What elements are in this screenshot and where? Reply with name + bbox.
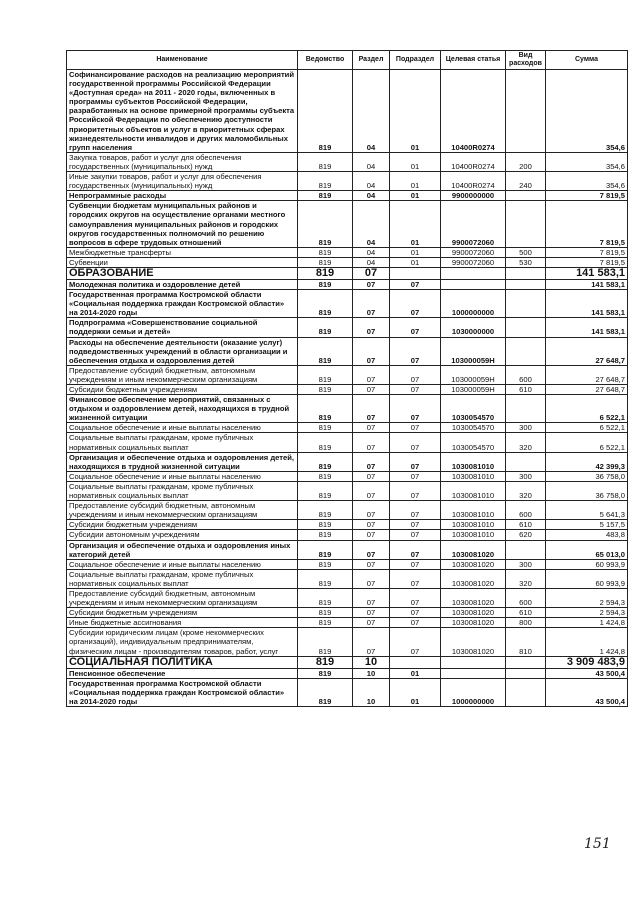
header-type: Вид расходов bbox=[506, 51, 546, 70]
table-row bbox=[67, 540, 628, 559]
cell-name: ОБРАЗОВАНИЕ bbox=[67, 267, 298, 279]
cell-section: 07 bbox=[353, 385, 390, 395]
cell-section: 07 bbox=[353, 471, 390, 481]
cell-type bbox=[506, 656, 546, 668]
cell-name: Молодежная политика и оздоровление детей bbox=[67, 279, 298, 289]
cell-target: 1030054570 bbox=[441, 433, 506, 452]
cell-dept: 819 bbox=[298, 678, 353, 706]
cell-subsection: 07 bbox=[390, 628, 441, 656]
header-name: Наименование bbox=[67, 51, 298, 70]
table-row bbox=[67, 618, 628, 628]
cell-subsection bbox=[390, 656, 441, 668]
table-row bbox=[67, 365, 628, 384]
cell-name: Межбюджетные трансферты bbox=[67, 247, 298, 257]
cell-dept: 819 bbox=[298, 668, 353, 678]
cell-target: 10400R0274 bbox=[441, 152, 506, 171]
cell-sum: 43 500,4 bbox=[546, 678, 628, 706]
header-subsection: Подраздел bbox=[390, 51, 441, 70]
table-row bbox=[67, 559, 628, 569]
cell-dept: 819 bbox=[298, 471, 353, 481]
cell-section: 07 bbox=[353, 530, 390, 540]
cell-section: 07 bbox=[353, 628, 390, 656]
cell-sum: 27 648,7 bbox=[546, 385, 628, 395]
cell-target: 103000059Н bbox=[441, 385, 506, 395]
cell-type: 620 bbox=[506, 530, 546, 540]
cell-subsection: 07 bbox=[390, 588, 441, 607]
cell-dept: 819 bbox=[298, 481, 353, 500]
cell-sum: 27 648,7 bbox=[546, 337, 628, 365]
cell-sum: 42 399,3 bbox=[546, 452, 628, 471]
cell-name: Софинансирование расходов на реализацию мероприятий государственной программы Российской Федерации «Доступная среда» на 2011 - 2020 годы, включенных в программы субъектов Российской Федерации, разработанных на основе примерной программы субъекта Российской Федерации по обеспечению доступности приоритетных объектов и услуг в приоритетных сферах жизнедеятельности инвалидов и других маломобильных групп населения bbox=[67, 70, 298, 153]
cell-section: 07 bbox=[353, 501, 390, 520]
cell-target: 9900000000 bbox=[441, 191, 506, 201]
cell-sum: 354,6 bbox=[546, 152, 628, 171]
cell-type bbox=[506, 678, 546, 706]
cell-dept: 819 bbox=[298, 608, 353, 618]
cell-subsection: 07 bbox=[390, 365, 441, 384]
cell-section: 04 bbox=[353, 201, 390, 247]
cell-type bbox=[506, 191, 546, 201]
cell-name: СОЦИАЛЬНАЯ ПОЛИТИКА bbox=[67, 656, 298, 668]
cell-section: 04 bbox=[353, 172, 390, 191]
cell-sum: 7 819,5 bbox=[546, 257, 628, 267]
cell-sum: 141 583,1 bbox=[546, 318, 628, 337]
cell-type bbox=[506, 267, 546, 279]
cell-sum: 7 819,5 bbox=[546, 191, 628, 201]
cell-dept: 819 bbox=[298, 201, 353, 247]
cell-name: Пенсионное обеспечение bbox=[67, 668, 298, 678]
cell-dept: 819 bbox=[298, 279, 353, 289]
cell-section: 07 bbox=[353, 608, 390, 618]
cell-type: 200 bbox=[506, 152, 546, 171]
cell-section: 07 bbox=[353, 433, 390, 452]
cell-sum: 141 583,1 bbox=[546, 290, 628, 318]
cell-name: Социальные выплаты гражданам, кроме публичных нормативных социальных выплат bbox=[67, 433, 298, 452]
cell-name: Закупка товаров, работ и услуг для обеспечения государственных (муниципальных) нужд bbox=[67, 152, 298, 171]
cell-subsection: 07 bbox=[390, 318, 441, 337]
cell-type bbox=[506, 395, 546, 423]
cell-name: Социальные выплаты гражданам, кроме публичных нормативных социальных выплат bbox=[67, 481, 298, 500]
cell-section: 07 bbox=[353, 569, 390, 588]
cell-target: 103000059Н bbox=[441, 337, 506, 365]
cell-name: Социальное обеспечение и иные выплаты населению bbox=[67, 471, 298, 481]
cell-type: 610 bbox=[506, 385, 546, 395]
cell-subsection: 07 bbox=[390, 540, 441, 559]
cell-name: Непрограммные расходы bbox=[67, 191, 298, 201]
table-row bbox=[67, 530, 628, 540]
cell-type bbox=[506, 668, 546, 678]
cell-target: 1030081020 bbox=[441, 588, 506, 607]
table-row bbox=[67, 201, 628, 247]
table-row bbox=[67, 70, 628, 153]
cell-dept: 819 bbox=[298, 569, 353, 588]
cell-target: 1030081020 bbox=[441, 569, 506, 588]
cell-section: 07 bbox=[353, 395, 390, 423]
cell-target: 1030081010 bbox=[441, 501, 506, 520]
cell-name: Социальное обеспечение и иные выплаты населению bbox=[67, 423, 298, 433]
cell-target: 1030054570 bbox=[441, 395, 506, 423]
cell-target bbox=[441, 668, 506, 678]
table-row bbox=[67, 257, 628, 267]
cell-target: 1030081010 bbox=[441, 530, 506, 540]
table-row bbox=[67, 337, 628, 365]
cell-sum: 36 758,0 bbox=[546, 471, 628, 481]
cell-target: 9900072060 bbox=[441, 201, 506, 247]
cell-dept: 819 bbox=[298, 337, 353, 365]
cell-sum: 141 583,1 bbox=[546, 267, 628, 279]
cell-dept: 819 bbox=[298, 172, 353, 191]
cell-sum: 5 641,3 bbox=[546, 501, 628, 520]
header-sum: Сумма bbox=[546, 51, 628, 70]
cell-name: Государственная программа Костромской области «Социальная поддержка граждан Костромской области» на 2014-2020 годы bbox=[67, 678, 298, 706]
header-target: Целевая статья bbox=[441, 51, 506, 70]
cell-subsection: 07 bbox=[390, 385, 441, 395]
cell-subsection: 07 bbox=[390, 481, 441, 500]
cell-dept: 819 bbox=[298, 385, 353, 395]
cell-dept: 819 bbox=[298, 628, 353, 656]
cell-target: 1030000000 bbox=[441, 318, 506, 337]
cell-type: 610 bbox=[506, 608, 546, 618]
cell-section: 07 bbox=[353, 481, 390, 500]
table-row bbox=[67, 290, 628, 318]
cell-subsection: 07 bbox=[390, 395, 441, 423]
cell-section: 07 bbox=[353, 337, 390, 365]
cell-dept: 819 bbox=[298, 433, 353, 452]
cell-section: 07 bbox=[353, 267, 390, 279]
cell-section: 04 bbox=[353, 247, 390, 257]
cell-subsection: 07 bbox=[390, 290, 441, 318]
cell-target: 1000000000 bbox=[441, 678, 506, 706]
table-row bbox=[67, 247, 628, 257]
cell-dept: 819 bbox=[298, 452, 353, 471]
cell-section: 07 bbox=[353, 318, 390, 337]
cell-subsection: 01 bbox=[390, 152, 441, 171]
cell-target: 1030081020 bbox=[441, 559, 506, 569]
cell-section: 07 bbox=[353, 452, 390, 471]
cell-dept: 819 bbox=[298, 191, 353, 201]
table-row bbox=[67, 608, 628, 618]
cell-subsection: 01 bbox=[390, 257, 441, 267]
cell-dept: 819 bbox=[298, 152, 353, 171]
cell-type: 530 bbox=[506, 257, 546, 267]
table-row bbox=[67, 520, 628, 530]
cell-target: 9900072060 bbox=[441, 257, 506, 267]
cell-name: Подпрограмма «Совершенствование социальной поддержки семьи и детей» bbox=[67, 318, 298, 337]
cell-dept: 819 bbox=[298, 318, 353, 337]
cell-type bbox=[506, 201, 546, 247]
table-row bbox=[67, 318, 628, 337]
cell-section: 04 bbox=[353, 257, 390, 267]
cell-sum: 36 758,0 bbox=[546, 481, 628, 500]
table-row bbox=[67, 588, 628, 607]
cell-subsection: 07 bbox=[390, 337, 441, 365]
cell-dept: 819 bbox=[298, 267, 353, 279]
table-row bbox=[67, 656, 628, 668]
cell-type: 600 bbox=[506, 588, 546, 607]
budget-table bbox=[66, 50, 628, 707]
cell-section: 10 bbox=[353, 668, 390, 678]
cell-section: 04 bbox=[353, 191, 390, 201]
cell-sum: 141 583,1 bbox=[546, 279, 628, 289]
cell-subsection: 07 bbox=[390, 520, 441, 530]
page-number: 151 bbox=[584, 836, 611, 852]
cell-target: 1030081010 bbox=[441, 481, 506, 500]
cell-type bbox=[506, 279, 546, 289]
cell-target: 1030081010 bbox=[441, 452, 506, 471]
cell-dept: 819 bbox=[298, 70, 353, 153]
header-dept: Ведомство bbox=[298, 51, 353, 70]
cell-sum: 2 594,3 bbox=[546, 588, 628, 607]
cell-subsection: 01 bbox=[390, 70, 441, 153]
cell-name: Предоставление субсидий бюджетным, автономным учреждениям и иным некоммерческим организациям bbox=[67, 501, 298, 520]
cell-target: 1030081020 bbox=[441, 608, 506, 618]
cell-sum: 3 909 483,9 bbox=[546, 656, 628, 668]
cell-name: Предоставление субсидий бюджетным, автономным учреждениям и иным некоммерческим организациям bbox=[67, 588, 298, 607]
cell-type bbox=[506, 290, 546, 318]
cell-dept: 819 bbox=[298, 247, 353, 257]
cell-type: 800 bbox=[506, 618, 546, 628]
cell-sum: 354,6 bbox=[546, 70, 628, 153]
cell-subsection: 01 bbox=[390, 247, 441, 257]
cell-dept: 819 bbox=[298, 501, 353, 520]
cell-name: Субсидии автономным учреждениям bbox=[67, 530, 298, 540]
cell-subsection: 07 bbox=[390, 559, 441, 569]
table-row bbox=[67, 172, 628, 191]
cell-section: 07 bbox=[353, 279, 390, 289]
cell-name: Государственная программа Костромской области «Социальная поддержка граждан Костромской области» на 2014-2020 годы bbox=[67, 290, 298, 318]
cell-type bbox=[506, 540, 546, 559]
cell-target: 10400R0274 bbox=[441, 172, 506, 191]
table-row bbox=[67, 423, 628, 433]
table-row bbox=[67, 678, 628, 706]
cell-target: 1030081010 bbox=[441, 520, 506, 530]
cell-type bbox=[506, 318, 546, 337]
cell-type: 810 bbox=[506, 628, 546, 656]
cell-section: 07 bbox=[353, 618, 390, 628]
cell-subsection: 01 bbox=[390, 668, 441, 678]
cell-type: 320 bbox=[506, 569, 546, 588]
cell-name: Организация и обеспечение отдыха и оздоровления иных категорий детей bbox=[67, 540, 298, 559]
cell-section: 07 bbox=[353, 540, 390, 559]
cell-type: 240 bbox=[506, 172, 546, 191]
cell-section: 07 bbox=[353, 559, 390, 569]
table-row bbox=[67, 569, 628, 588]
cell-target: 1000000000 bbox=[441, 290, 506, 318]
cell-section: 10 bbox=[353, 656, 390, 668]
cell-section: 07 bbox=[353, 520, 390, 530]
cell-subsection: 07 bbox=[390, 423, 441, 433]
cell-sum: 354,6 bbox=[546, 172, 628, 191]
cell-sum: 6 522,1 bbox=[546, 423, 628, 433]
cell-sum: 6 522,1 bbox=[546, 395, 628, 423]
cell-section: 04 bbox=[353, 152, 390, 171]
cell-name: Субсидии юридическим лицам (кроме некоммерческих организаций), индивидуальным предпринимателям, физическим лицам - производителям товаров, работ, услуг bbox=[67, 628, 298, 656]
cell-name: Финансовое обеспечение мероприятий, связанных с отдыхом и оздоровлением детей, находящихся в трудной жизненной ситуации bbox=[67, 395, 298, 423]
cell-type: 300 bbox=[506, 471, 546, 481]
cell-target bbox=[441, 656, 506, 668]
table-row bbox=[67, 395, 628, 423]
cell-target: 1030081020 bbox=[441, 618, 506, 628]
cell-subsection: 01 bbox=[390, 201, 441, 247]
table-row bbox=[67, 471, 628, 481]
cell-dept: 819 bbox=[298, 290, 353, 318]
cell-target bbox=[441, 279, 506, 289]
cell-name: Социальное обеспечение и иные выплаты населению bbox=[67, 559, 298, 569]
cell-sum: 65 013,0 bbox=[546, 540, 628, 559]
cell-name: Расходы на обеспечение деятельности (оказание услуг) подведомственных учреждений в области организации и обеспечения отдыха и оздоровления детей bbox=[67, 337, 298, 365]
cell-section: 07 bbox=[353, 423, 390, 433]
cell-name: Субсидии бюджетным учреждениям bbox=[67, 608, 298, 618]
cell-subsection: 07 bbox=[390, 279, 441, 289]
cell-subsection: 07 bbox=[390, 501, 441, 520]
cell-subsection: 07 bbox=[390, 452, 441, 471]
cell-sum: 7 819,5 bbox=[546, 247, 628, 257]
cell-type: 600 bbox=[506, 365, 546, 384]
cell-dept: 819 bbox=[298, 257, 353, 267]
cell-target: 1030054570 bbox=[441, 423, 506, 433]
table-header-row bbox=[67, 51, 628, 70]
cell-type: 320 bbox=[506, 481, 546, 500]
cell-name: Субсидии бюджетным учреждениям bbox=[67, 385, 298, 395]
cell-name: Субсидии бюджетным учреждениям bbox=[67, 520, 298, 530]
cell-target: 10400R0274 bbox=[441, 70, 506, 153]
cell-dept: 819 bbox=[298, 559, 353, 569]
cell-type: 300 bbox=[506, 423, 546, 433]
cell-name: Организация и обеспечение отдыха и оздоровления детей, находящихся в трудной жизненной ситуации bbox=[67, 452, 298, 471]
cell-type: 320 bbox=[506, 433, 546, 452]
cell-target: 1030081020 bbox=[441, 540, 506, 559]
cell-sum: 2 594,3 bbox=[546, 608, 628, 618]
cell-subsection: 07 bbox=[390, 530, 441, 540]
cell-section: 07 bbox=[353, 290, 390, 318]
table-row bbox=[67, 191, 628, 201]
cell-name: Субвенции бюджетам муниципальных районов и городских округов на осуществление органами местного самоуправления муниципальных районов и городских округов государственных полномочий по решению вопросов в сфере трудовых отношений bbox=[67, 201, 298, 247]
cell-target: 1030081010 bbox=[441, 471, 506, 481]
cell-subsection: 07 bbox=[390, 569, 441, 588]
cell-sum: 7 819,5 bbox=[546, 201, 628, 247]
cell-subsection: 07 bbox=[390, 618, 441, 628]
cell-name: Предоставление субсидий бюджетным, автономным учреждениям и иным некоммерческим организациям bbox=[67, 365, 298, 384]
cell-name: Субвенции bbox=[67, 257, 298, 267]
cell-section: 10 bbox=[353, 678, 390, 706]
cell-sum: 1 424,8 bbox=[546, 618, 628, 628]
cell-type: 610 bbox=[506, 520, 546, 530]
cell-name: Социальные выплаты гражданам, кроме публичных нормативных социальных выплат bbox=[67, 569, 298, 588]
cell-dept: 819 bbox=[298, 395, 353, 423]
cell-dept: 819 bbox=[298, 423, 353, 433]
table-row bbox=[67, 501, 628, 520]
table-row bbox=[67, 279, 628, 289]
cell-sum: 60 993,9 bbox=[546, 559, 628, 569]
cell-dept: 819 bbox=[298, 530, 353, 540]
cell-type: 500 bbox=[506, 247, 546, 257]
table-row bbox=[67, 267, 628, 279]
cell-dept: 819 bbox=[298, 656, 353, 668]
cell-dept: 819 bbox=[298, 520, 353, 530]
cell-sum: 1 424,8 bbox=[546, 628, 628, 656]
table-row bbox=[67, 668, 628, 678]
table-row bbox=[67, 481, 628, 500]
cell-type bbox=[506, 452, 546, 471]
cell-target: 1030081020 bbox=[441, 628, 506, 656]
header-section: Раздел bbox=[353, 51, 390, 70]
cell-target: 9900072060 bbox=[441, 247, 506, 257]
cell-section: 04 bbox=[353, 70, 390, 153]
table-row bbox=[67, 152, 628, 171]
table-row bbox=[67, 628, 628, 656]
table-body bbox=[67, 70, 628, 707]
cell-sum: 6 522,1 bbox=[546, 433, 628, 452]
cell-sum: 483,8 bbox=[546, 530, 628, 540]
cell-type: 600 bbox=[506, 501, 546, 520]
cell-subsection: 07 bbox=[390, 471, 441, 481]
cell-subsection bbox=[390, 267, 441, 279]
table-row bbox=[67, 385, 628, 395]
cell-subsection: 07 bbox=[390, 608, 441, 618]
cell-target bbox=[441, 267, 506, 279]
cell-section: 07 bbox=[353, 365, 390, 384]
cell-subsection: 01 bbox=[390, 678, 441, 706]
cell-subsection: 01 bbox=[390, 191, 441, 201]
cell-dept: 819 bbox=[298, 588, 353, 607]
cell-section: 07 bbox=[353, 588, 390, 607]
cell-type bbox=[506, 70, 546, 153]
cell-sum: 60 993,9 bbox=[546, 569, 628, 588]
cell-type: 300 bbox=[506, 559, 546, 569]
cell-target: 103000059Н bbox=[441, 365, 506, 384]
cell-sum: 5 157,5 bbox=[546, 520, 628, 530]
cell-name: Иные бюджетные ассигнования bbox=[67, 618, 298, 628]
cell-subsection: 07 bbox=[390, 433, 441, 452]
table-row bbox=[67, 433, 628, 452]
cell-name: Иные закупки товаров, работ и услуг для обеспечения государственных (муниципальных) нужд bbox=[67, 172, 298, 191]
cell-dept: 819 bbox=[298, 540, 353, 559]
cell-sum: 27 648,7 bbox=[546, 365, 628, 384]
table-row bbox=[67, 452, 628, 471]
cell-dept: 819 bbox=[298, 365, 353, 384]
cell-type bbox=[506, 337, 546, 365]
cell-sum: 43 500,4 bbox=[546, 668, 628, 678]
cell-dept: 819 bbox=[298, 618, 353, 628]
cell-subsection: 01 bbox=[390, 172, 441, 191]
